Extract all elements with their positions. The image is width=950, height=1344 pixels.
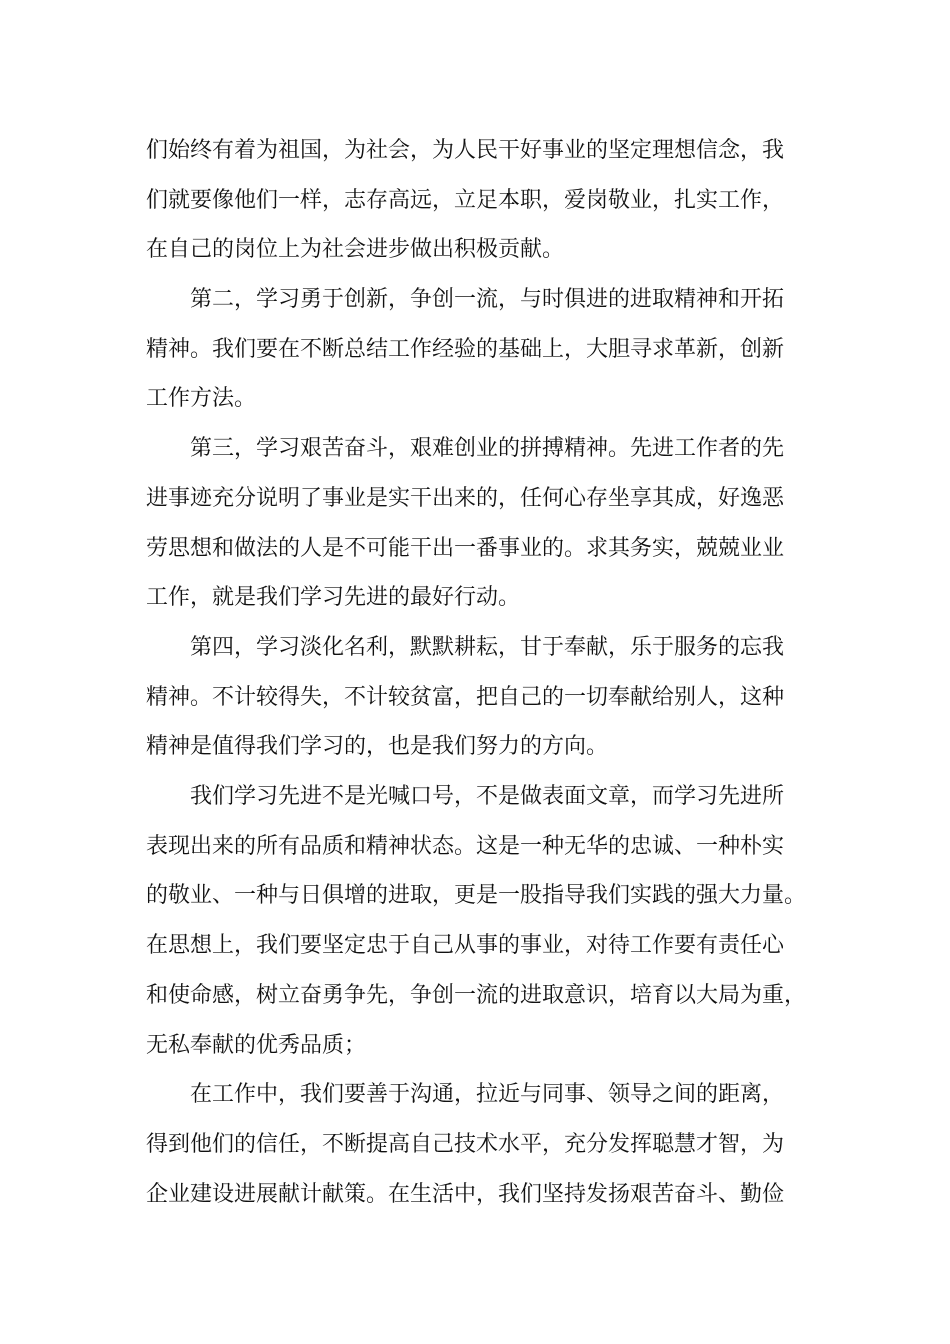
paragraph-line: 们始终有着为祖国，为社会，为人民干好事业的坚定理想信念，我 <box>146 138 785 163</box>
paragraph-line: 和使命感，树立奋勇争先，争创一流的进取意识，培育以大局为重， <box>146 983 807 1008</box>
paragraph-first-line: 第二，学习勇于创新，争创一流，与时俱进的进取精神和开拓 <box>190 287 785 312</box>
paragraph-line: 工作方法。 <box>146 386 257 411</box>
paragraph-line: 在自己的岗位上为社会进步做出积极贡献。 <box>146 237 565 262</box>
paragraph-first-line: 我们学习先进不是光喊口号，不是做表面文章，而学习先进所 <box>190 784 785 809</box>
paragraph-line: 进事迹充分说明了事业是实干出来的，任何心存坐享其成，好逸恶 <box>146 486 785 511</box>
paragraph-line: 们就要像他们一样，志存高远，立足本职，爱岗敬业，扎实工作， <box>146 188 785 213</box>
paragraph-line: 精神。不计较得失，不计较贫富，把自己的一切奉献给别人，这种 <box>146 685 785 710</box>
paragraph-line: 得到他们的信任，不断提高自己技术水平，充分发挥聪慧才智，为 <box>146 1132 785 1157</box>
paragraph-line: 在思想上，我们要坚定忠于自己从事的事业，对待工作要有责任心 <box>146 933 785 958</box>
paragraph-line: 的敬业、一种与日俱增的进取，更是一股指导我们实践的强大力量。 <box>146 883 807 908</box>
paragraph-line: 企业建设进展献计献策。在生活中，我们坚持发扬艰苦奋斗、勤俭 <box>146 1182 785 1207</box>
paragraph-line: 精神是值得我们学习的，也是我们努力的方向。 <box>146 734 609 759</box>
paragraph-line: 劳思想和做法的人是不可能干出一番事业的。求其务实，兢兢业业 <box>146 536 785 561</box>
paragraph-line: 表现出来的所有品质和精神状态。这是一种无华的忠诚、一种朴实 <box>146 834 785 859</box>
paragraph-first-line: 第四，学习淡化名利，默默耕耘，甘于奉献，乐于服务的忘我 <box>190 635 785 660</box>
paragraph-line: 工作，就是我们学习先进的最好行动。 <box>146 585 521 610</box>
paragraph-first-line: 在工作中，我们要善于沟通，拉近与同事、领导之间的距离， <box>190 1082 785 1107</box>
paragraph-line: 无私奉献的优秀品质； <box>146 1033 367 1058</box>
paragraph-line: 精神。我们要在不断总结工作经验的基础上，大胆寻求革新，创新 <box>146 337 785 362</box>
paragraph-first-line: 第三，学习艰苦奋斗，艰难创业的拼搏精神。先进工作者的先 <box>190 436 785 461</box>
